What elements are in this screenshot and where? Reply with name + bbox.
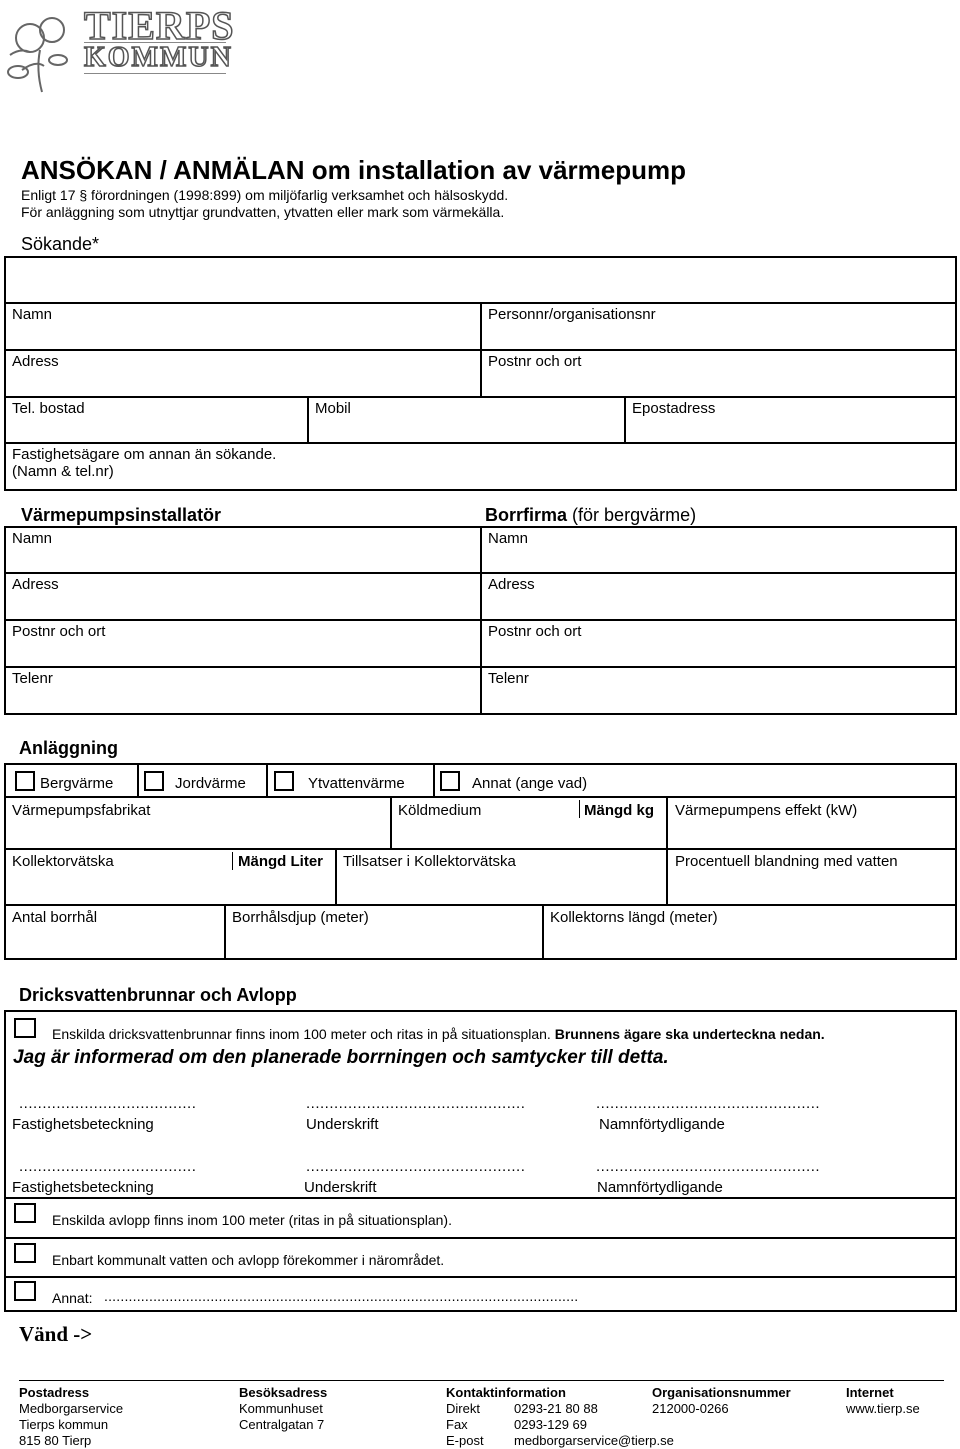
installator-heading: Värmepumpsinstallatör — [21, 505, 222, 525]
footer-kontakt-label: Fax — [446, 1417, 468, 1432]
annat-checkbox[interactable] — [440, 771, 460, 791]
epostadress-field[interactable]: Epostadress — [632, 400, 716, 417]
signature-line[interactable]: ...................................... — [19, 1158, 197, 1175]
installator-namn-field[interactable]: Namn — [12, 530, 53, 547]
page-title: ANSÖKAN / ANMÄLAN om installation av värmepump — [21, 155, 687, 185]
footer-postadress-line: Tierps kommun — [19, 1417, 109, 1432]
borrfirma-postnr-field[interactable]: Postnr och ort — [488, 623, 582, 640]
signature-line[interactable]: ................................................ — [596, 1158, 821, 1175]
mangd-liter-field[interactable]: Mängd Liter — [238, 853, 323, 870]
fastighetsagare-hint: (Namn & tel.nr) — [12, 463, 114, 480]
sig-namnfortydligande-label: Namnförtydligande — [599, 1116, 725, 1133]
sig-fastighetsbeteckning-label: Fastighetsbeteckning — [12, 1116, 154, 1133]
logo-divider — [84, 42, 226, 43]
divider — [266, 763, 268, 796]
divider — [232, 852, 233, 870]
divider — [4, 396, 957, 398]
signature-line[interactable]: ............................................... — [306, 1158, 526, 1175]
footer-besok-heading: Besöksadress — [239, 1385, 328, 1400]
kollektorvatska-field[interactable]: Kollektorvätska — [12, 853, 114, 870]
sig-namnfortydligande-label: Namnförtydligande — [597, 1179, 723, 1196]
footer-email-link[interactable]: medborgarservice@tierp.se — [514, 1433, 674, 1448]
sig-underskrift-label: Underskrift — [306, 1116, 379, 1133]
varmepumpsfabrikat-field[interactable]: Värmepumpsfabrikat — [12, 802, 151, 819]
borrfirma-heading-rest: (för bergvärme) — [572, 505, 697, 525]
divider — [666, 848, 668, 904]
scope-description: För anläggning som utnyttjar grundvatten, ytvatten eller mark som värmekälla. — [21, 204, 505, 220]
vand-instruction: Vänd -> — [19, 1322, 93, 1346]
ytvattenvarme-label: Ytvattenvärme — [308, 775, 405, 792]
mobil-field[interactable]: Mobil — [315, 400, 351, 417]
annat-label: Annat (ange vad) — [472, 775, 588, 792]
annat-avlopp-field[interactable]: .................................................................................................................... — [104, 1288, 579, 1304]
signature-line[interactable]: ............................................... — [306, 1095, 526, 1112]
borrfirma-telenr-field[interactable]: Telenr — [488, 670, 529, 687]
mangd-kg-field[interactable]: Mängd kg — [584, 802, 654, 819]
footer-postadress-heading: Postadress — [19, 1385, 90, 1400]
footer-org-heading: Organisationsnummer — [652, 1385, 791, 1400]
logo-divider-bottom — [84, 73, 226, 74]
divider — [579, 800, 580, 818]
sokande-adress-field[interactable]: Adress — [12, 353, 59, 370]
footer-postadress-line: 815 80 Tierp — [19, 1433, 92, 1448]
sokande-namn-field[interactable]: Namn — [12, 306, 53, 323]
personnr-field[interactable]: Personnr/organisationsnr — [488, 306, 656, 323]
divider — [4, 1276, 957, 1278]
divider — [335, 848, 337, 904]
divider — [4, 1237, 957, 1239]
dricksvattenbrunnar-text: Enskilda dricksvattenbrunnar finns inom 100 meter och ritas in på situationsplan. — [52, 1026, 551, 1042]
footer-internet-heading: Internet — [846, 1385, 894, 1400]
divider — [4, 1197, 957, 1199]
ytvattenvarme-checkbox[interactable] — [274, 771, 294, 791]
jordvarme-label: Jordvärme — [175, 775, 246, 792]
footer-kontakt-label: E-post — [446, 1433, 484, 1448]
sokande-heading: Sökande* — [21, 234, 100, 254]
divider — [390, 796, 392, 848]
footer-fax: 0293-129 69 — [514, 1417, 588, 1432]
procentuell-blandning-field[interactable]: Procentuell blandning med vatten — [675, 853, 898, 870]
logo-text-tierps: TIERPS — [84, 3, 235, 48]
sig-fastighetsbeteckning-label: Fastighetsbeteckning — [12, 1179, 154, 1196]
borrfirma-heading-bold: Borrfirma — [485, 505, 568, 525]
divider — [666, 796, 668, 848]
tillsatser-field[interactable]: Tillsatser i Kollektorvätska — [343, 853, 516, 870]
kommunalt-vatten-label: Enbart kommunalt vatten och avlopp förekommer i närområdet. — [52, 1252, 445, 1268]
divider — [624, 396, 626, 442]
installator-telenr-field[interactable]: Telenr — [12, 670, 53, 687]
enskilda-avlopp-checkbox[interactable] — [14, 1203, 36, 1223]
sig-underskrift-label: Underskrift — [304, 1179, 377, 1196]
anlaggning-heading: Anläggning — [19, 738, 118, 758]
signature-line[interactable]: ...................................... — [19, 1095, 197, 1112]
footer-website-link[interactable]: www.tierp.se — [846, 1401, 920, 1416]
divider — [4, 848, 957, 850]
borrhalsdjup-field[interactable]: Borrhålsdjup (meter) — [232, 909, 369, 926]
logo-emblem-icon — [0, 0, 80, 95]
annat-avlopp-label: Annat: — [52, 1290, 93, 1306]
divider — [542, 904, 544, 960]
sokande-postnr-field[interactable]: Postnr och ort — [488, 353, 582, 370]
footer-phone: 0293-21 80 88 — [514, 1401, 598, 1416]
brunnens-agare-note: Brunnens ägare ska underteckna nedan. — [554, 1026, 825, 1042]
divider — [4, 619, 957, 621]
bergvarme-label: Bergvärme — [40, 775, 114, 792]
divider — [433, 763, 435, 796]
divider — [4, 904, 957, 906]
kollektorns-langd-field[interactable]: Kollektorns längd (meter) — [550, 909, 718, 926]
borrfirma-heading — [485, 505, 696, 526]
borrfirma-namn-field[interactable]: Namn — [488, 530, 529, 547]
legal-reference: Enligt 17 § förordningen (1998:899) om miljöfarlig verksamhet och hälsoskydd. — [21, 187, 509, 203]
dricksvatten-heading: Dricksvattenbrunnar och Avlopp — [19, 985, 297, 1005]
footer-besok-line: Kommunhuset — [239, 1401, 323, 1416]
effekt-field[interactable]: Värmepumpens effekt (kW) — [675, 802, 858, 819]
signature-line[interactable]: ................................................ — [596, 1095, 821, 1112]
divider — [4, 666, 957, 668]
koldmedium-field[interactable]: Köldmedium — [398, 802, 482, 819]
divider — [4, 796, 957, 798]
divider — [224, 904, 226, 960]
bergvarme-checkbox[interactable] — [15, 771, 35, 791]
dricksvattenbrunnar-checkbox[interactable] — [14, 1018, 36, 1038]
footer-org-number: 212000-0266 — [652, 1401, 729, 1416]
tel-bostad-field[interactable]: Tel. bostad — [12, 400, 85, 417]
fastighetsagare-field[interactable]: Fastighetsägare om annan än sökande. — [12, 446, 277, 463]
footer-kontakt-heading: Kontaktinformation — [446, 1385, 566, 1400]
enskilda-avlopp-label: Enskilda avlopp finns inom 100 meter (ritas in på situationsplan). — [52, 1212, 452, 1228]
divider — [307, 396, 309, 442]
divider — [480, 302, 482, 396]
footer-divider — [19, 1380, 944, 1381]
divider — [4, 572, 957, 574]
antal-borrhal-field[interactable]: Antal borrhål — [12, 909, 98, 926]
divider — [4, 442, 957, 444]
installator-adress-field[interactable]: Adress — [12, 576, 59, 593]
installator-postnr-field[interactable]: Postnr och ort — [12, 623, 106, 640]
samtycke-statement: Jag är informerad om den planerade borrningen och samtycker till detta. — [13, 1047, 669, 1068]
footer-besok-line: Centralgatan 7 — [239, 1417, 325, 1432]
logo-text-kommun: KOMMUN — [84, 42, 233, 73]
borrfirma-adress-field[interactable]: Adress — [488, 576, 535, 593]
annat-avlopp-checkbox[interactable] — [14, 1281, 36, 1301]
divider — [137, 763, 139, 796]
footer-postadress-line: Medborgarservice — [19, 1401, 124, 1416]
jordvarme-checkbox[interactable] — [144, 771, 164, 791]
footer-kontakt-label: Direkt — [446, 1401, 480, 1416]
kommunalt-vatten-checkbox[interactable] — [14, 1243, 36, 1263]
dricksvattenbrunnar-label — [52, 1026, 825, 1043]
